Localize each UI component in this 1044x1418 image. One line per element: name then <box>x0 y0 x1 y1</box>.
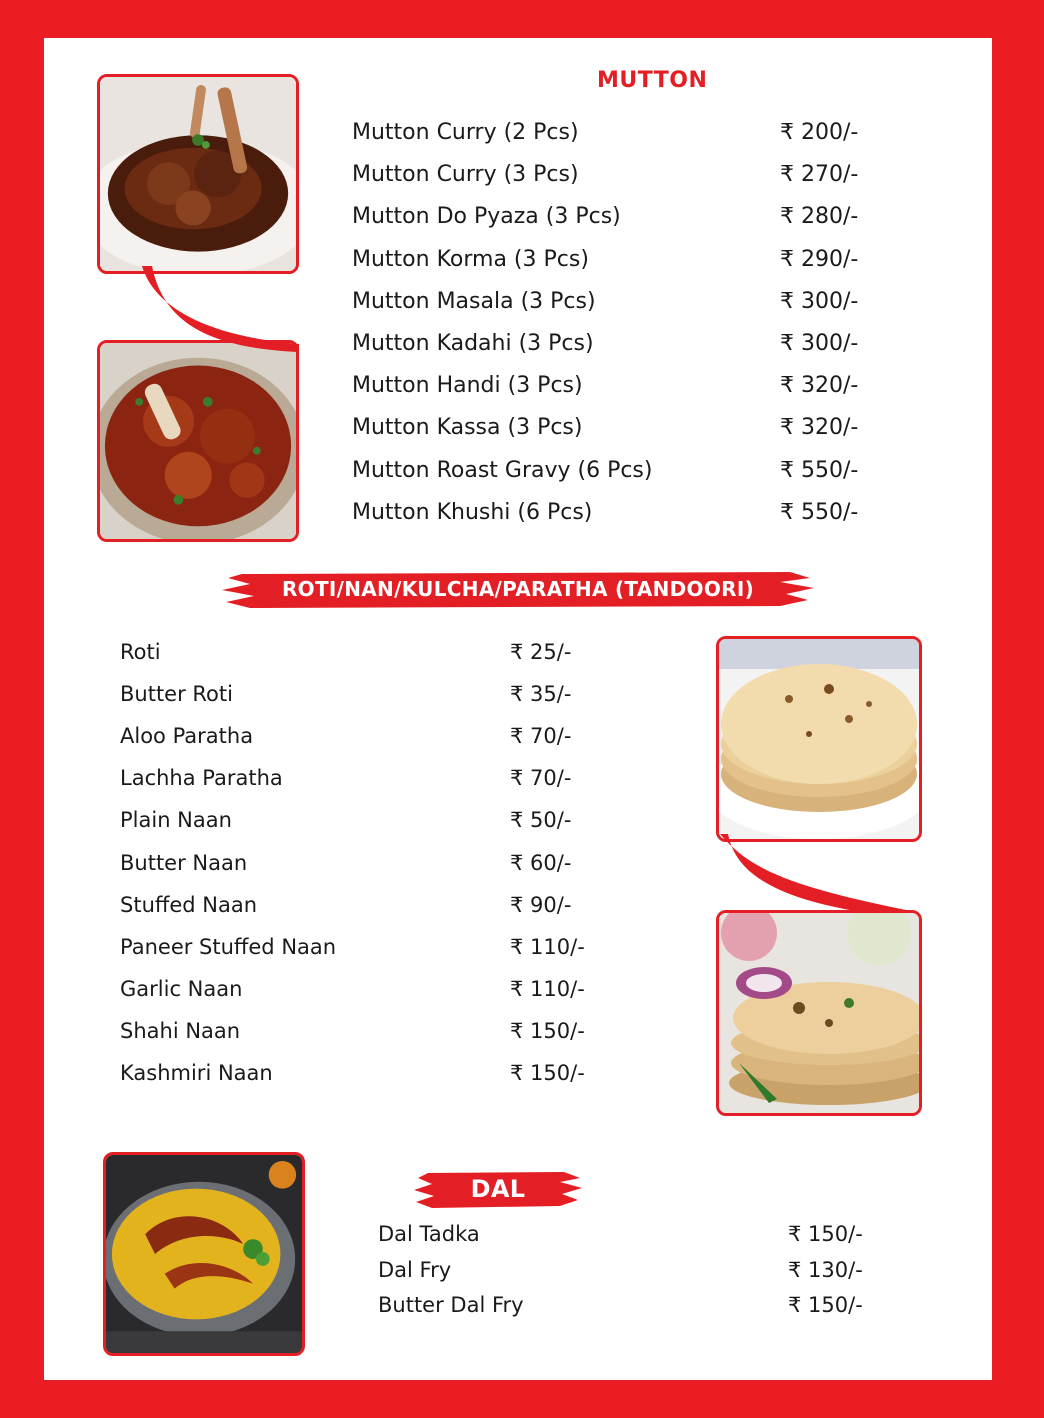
mutton-item-row[interactable] <box>352 409 912 447</box>
dal-section-title: DAL <box>470 1175 526 1203</box>
mutton-item-name: Mutton Curry (3 Pcs) <box>352 162 579 188</box>
roti-item-row[interactable] <box>120 802 640 838</box>
mutton-photo-connector <box>124 266 304 352</box>
menu-page <box>44 38 992 1380</box>
dal-item-price: ₹ 150/- <box>788 1293 863 1317</box>
mutton-item-price: ₹ 550/- <box>780 499 859 525</box>
roti-item-price: ₹ 70/- <box>510 766 572 791</box>
roti-item-row[interactable] <box>120 1013 640 1049</box>
mutton-item-name: Mutton Roast Gravy (6 Pcs) <box>352 457 653 483</box>
roti-item-row[interactable] <box>120 634 640 670</box>
roti-item-name: Paneer Stuffed Naan <box>120 934 337 959</box>
tandoori-roti-photo <box>716 636 922 842</box>
dal-item-row[interactable] <box>378 1218 878 1250</box>
mutton-item-row[interactable] <box>352 241 912 279</box>
dal-item-name: Dal Fry <box>378 1257 452 1282</box>
mutton-item-row[interactable] <box>352 325 912 363</box>
mutton-section-title: MUTTON <box>597 68 708 93</box>
mutton-item-name: Mutton Masala (3 Pcs) <box>352 288 596 314</box>
roti-item-name: Stuffed Naan <box>120 892 258 917</box>
roti-item-name: Lachha Paratha <box>120 766 283 791</box>
roti-item-name: Garlic Naan <box>120 976 243 1001</box>
mutton-item-price: ₹ 270/- <box>780 162 859 188</box>
mutton-item-name: Mutton Do Pyaza (3 Pcs) <box>352 204 621 230</box>
dal-item-row[interactable] <box>378 1289 878 1321</box>
roti-item-price: ₹ 50/- <box>510 808 572 833</box>
roti-item-row[interactable] <box>120 676 640 712</box>
roti-item-row[interactable] <box>120 760 640 796</box>
mutton-item-row[interactable] <box>352 283 912 321</box>
mutton-item-row[interactable] <box>352 156 912 194</box>
roti-item-row[interactable] <box>120 971 640 1007</box>
dal-menu-list <box>378 1218 878 1328</box>
dal-tadka-photo <box>103 1152 305 1356</box>
dal-item-name: Butter Dal Fry <box>378 1293 524 1317</box>
mutton-menu-list <box>352 114 912 544</box>
mutton-item-name: Mutton Korma (3 Pcs) <box>352 246 589 272</box>
roti-item-price: ₹ 110/- <box>510 976 585 1001</box>
mutton-item-row[interactable] <box>352 198 912 236</box>
roti-section-title: ROTI/NAN/KULCHA/PARATHA (TANDOORI) <box>281 577 755 601</box>
dal-item-name: Dal Tadka <box>378 1222 480 1246</box>
dal-item-price: ₹ 150/- <box>788 1222 863 1246</box>
mutton-item-price: ₹ 300/- <box>780 331 859 356</box>
mutton-curry-photo <box>97 74 299 274</box>
roti-item-row[interactable] <box>120 845 640 881</box>
roti-item-price: ₹ 150/- <box>510 1018 585 1043</box>
roti-item-row[interactable] <box>120 929 640 965</box>
mutton-item-price: ₹ 290/- <box>780 246 859 272</box>
roti-item-price: ₹ 110/- <box>510 934 585 959</box>
mutton-item-name: Mutton Handi (3 Pcs) <box>352 373 583 399</box>
mutton-item-price: ₹ 200/- <box>780 120 859 145</box>
roti-item-name: Butter Naan <box>120 850 248 875</box>
mutton-masala-photo <box>97 340 299 542</box>
roti-item-name: Plain Naan <box>120 808 232 833</box>
roti-item-price: ₹ 90/- <box>510 892 572 917</box>
mutton-item-name: Mutton Kadahi (3 Pcs) <box>352 331 594 356</box>
mutton-item-name: Mutton Curry (2 Pcs) <box>352 120 579 145</box>
dal-section-banner <box>414 1167 582 1213</box>
mutton-item-row[interactable] <box>352 114 912 152</box>
mutton-item-price: ₹ 320/- <box>780 373 859 399</box>
roti-item-row[interactable] <box>120 1055 640 1091</box>
dal-item-price: ₹ 130/- <box>788 1257 863 1282</box>
paratha-stack-photo <box>716 910 922 1116</box>
roti-item-price: ₹ 70/- <box>510 724 572 749</box>
roti-item-row[interactable] <box>120 718 640 754</box>
roti-item-name: Butter Roti <box>120 682 233 707</box>
mutton-item-price: ₹ 320/- <box>780 415 859 441</box>
roti-item-name: Kashmiri Naan <box>120 1061 273 1085</box>
roti-item-price: ₹ 60/- <box>510 850 572 875</box>
mutton-item-price: ₹ 550/- <box>780 457 859 483</box>
roti-item-price: ₹ 150/- <box>510 1061 585 1085</box>
roti-item-name: Roti <box>120 640 161 664</box>
mutton-item-name: Mutton Kassa (3 Pcs) <box>352 415 583 441</box>
mutton-item-row[interactable] <box>352 494 912 532</box>
mutton-item-row[interactable] <box>352 367 912 405</box>
roti-item-name: Shahi Naan <box>120 1018 241 1043</box>
roti-section-banner <box>220 566 816 614</box>
roti-item-row[interactable] <box>120 887 640 923</box>
roti-item-price: ₹ 35/- <box>510 682 572 707</box>
roti-item-name: Aloo Paratha <box>120 724 254 749</box>
roti-menu-list <box>120 634 640 1104</box>
mutton-item-price: ₹ 280/- <box>780 204 859 230</box>
roti-item-price: ₹ 25/- <box>510 640 572 664</box>
dal-item-row[interactable] <box>378 1254 878 1286</box>
mutton-item-row[interactable] <box>352 452 912 490</box>
mutton-item-price: ₹ 300/- <box>780 288 859 314</box>
roti-photo-connector <box>716 834 916 920</box>
mutton-item-name: Mutton Khushi (6 Pcs) <box>352 499 593 525</box>
